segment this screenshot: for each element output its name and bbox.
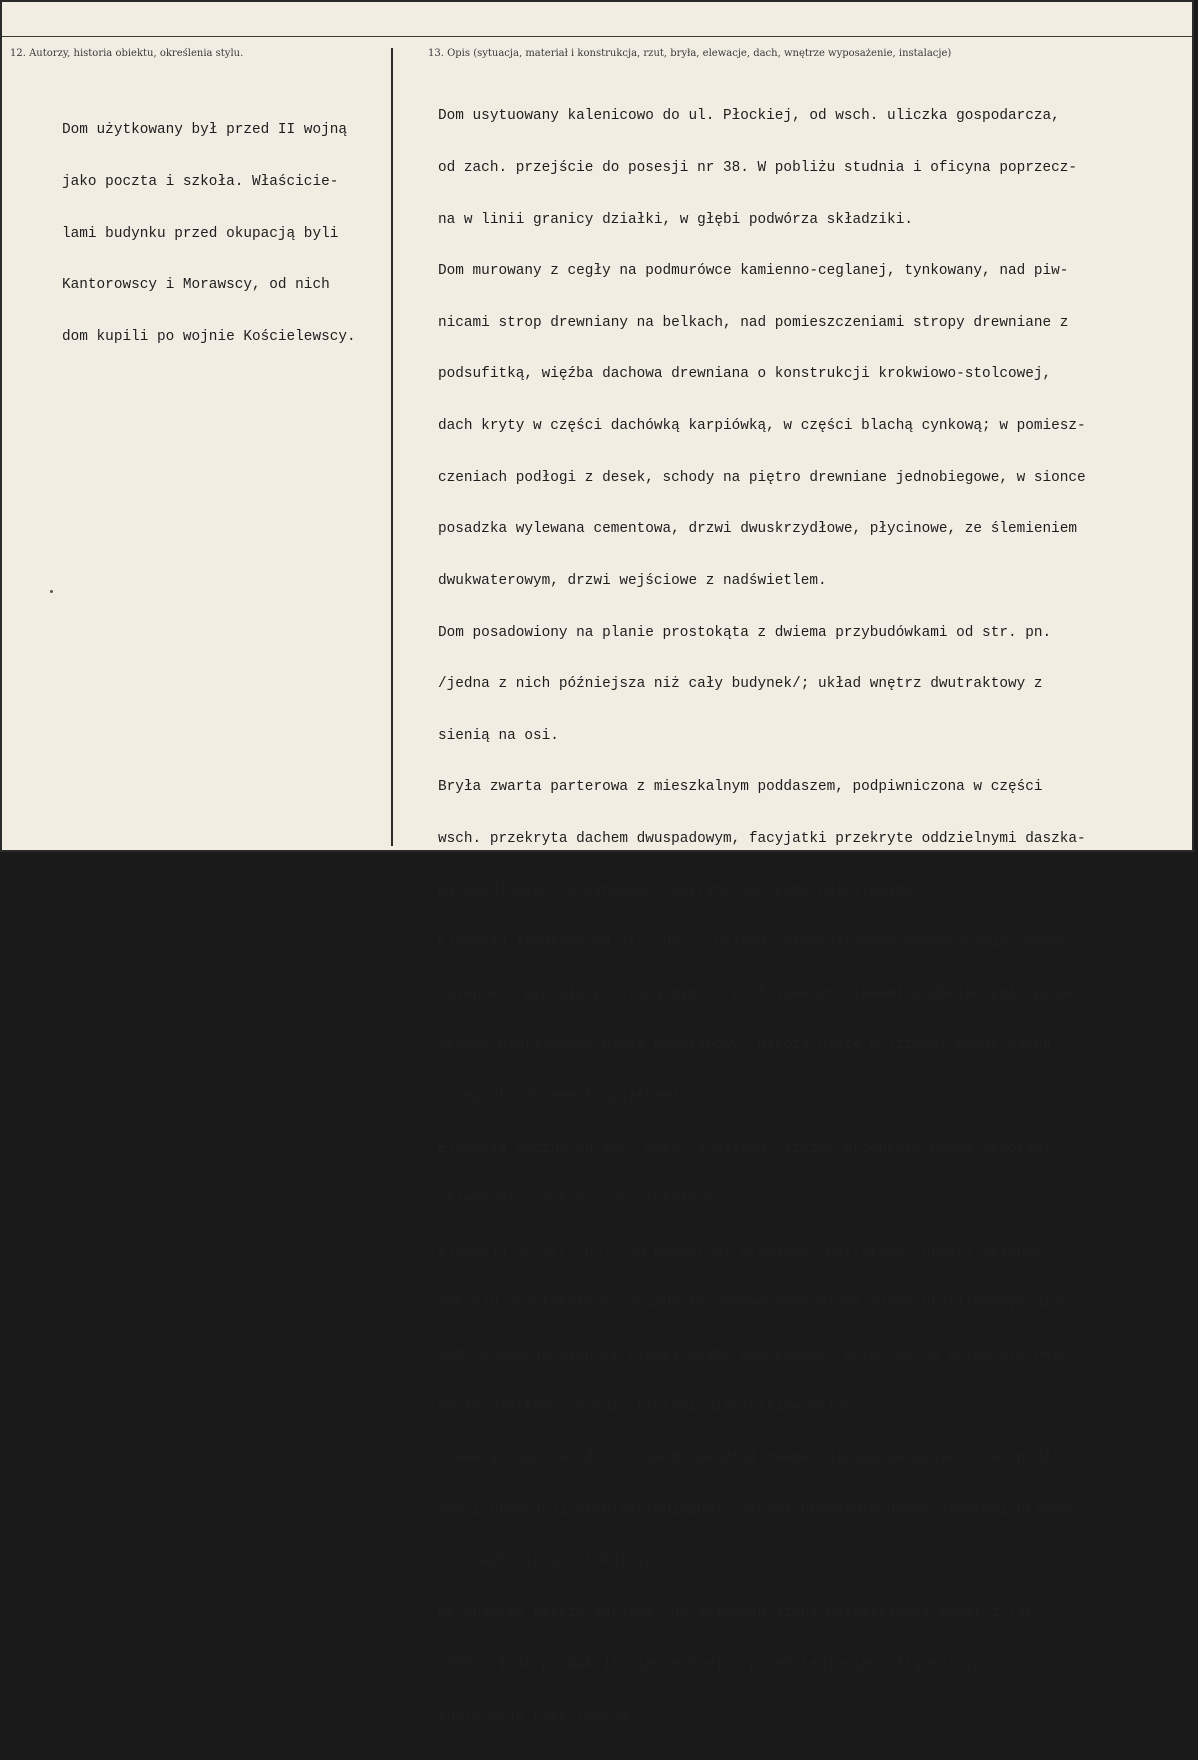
description-text bbox=[438, 74, 1086, 1760]
text-line: mi siodłowymi, przybudówki nakryte daszkami pulpitowymi. bbox=[438, 882, 922, 899]
text-line: lami budynku przed okupacją byli bbox=[62, 225, 339, 242]
text-line: dach kryty w części dachówką karpiówką, w części blachą cynkową; w pomiesz- bbox=[438, 418, 1086, 435]
text-line: 1939 - 1945 produkcji niemieckiej z przedstawieniami figuralnymi. bbox=[438, 1656, 1000, 1673]
paper-speck bbox=[50, 590, 53, 593]
text-line: wykroju prostokątnym, ściana kolankowa oddzielona słabo profilowanym gzym- bbox=[438, 1295, 1078, 1312]
text-line: /jedna z nich późniejsza niż cały budynek/; układ wnętrz dwutraktowy z bbox=[438, 676, 1043, 693]
text-line: ma facyjatkami, między którymi niewielkiświetlik. bbox=[438, 1398, 862, 1415]
text-line: Elewacja boczna od str. zach. ukształtowana całkowicie płasko, bez podzia- bbox=[438, 1450, 1078, 1467]
text-line: We wnętrzu piecie kaflowe, na ścianach sieni pozostałości tapet z lat bbox=[438, 1605, 1034, 1622]
text-line: sem, elewację wieńczy płaski gzyms podokapowy; połać dachu przepruta dwie- bbox=[438, 1347, 1078, 1364]
text-line: Dom posadowiony na planie prostokąta z dwiema przybudówkami od str. pn. bbox=[438, 624, 1052, 641]
section-12-header: 12. Autorzy, historia obiektu, określenia stylu. bbox=[10, 48, 244, 59]
text-line: Bryła zwarta parterowa z mieszkalnym poddaszem, podpiwniczona w części bbox=[438, 779, 1043, 796]
text-line: jako poczta i szkoła. Właścicie- bbox=[62, 174, 339, 191]
text-line: na w linii granicy działki, w głębi podwórza składziki. bbox=[438, 211, 913, 228]
text-line: Elewacja frontowa od str. pd. 7-osiowa, ukształtowana symetrycznie, otwory bbox=[438, 934, 1078, 951]
text-line: Dom usytuowany kalenicowo do ul. Płockiej, od wsch. uliczka gospodarcza, bbox=[438, 108, 1060, 125]
text-line: okienne o wykroju prostokątnym, z profilowanymi ławami podokiennymi, ponad bbox=[438, 985, 1078, 1002]
history-text bbox=[62, 88, 356, 380]
text-line: nicami strop drewniany na belkach, nad pomieszczeniami stropy drewniane z bbox=[438, 314, 1069, 331]
text-line: oknami profilowany gzyms podokapowy; naroża ujęte w lizeny; połać dachu bbox=[438, 1037, 1052, 1054]
text-line: Kantorowscy i Morawscy, od nich bbox=[62, 277, 330, 294]
text-line: przepruta dwiema facyjatkami. bbox=[438, 1088, 689, 1105]
text-line: Dom murowany z cegły na podmurówce kamienno-ceglanej, tynkowany, nad piw- bbox=[438, 263, 1069, 280]
column-divider bbox=[391, 48, 393, 846]
text-line: sienią na osi. bbox=[438, 727, 559, 744]
text-line: dwukwaterowym, drzwi wejściowe z nadświetlem. bbox=[438, 572, 827, 589]
top-rule bbox=[2, 36, 1192, 37]
text-line: mi o wykroju prostokątnym. bbox=[438, 1553, 663, 1570]
text-line: okiennymi o wykroju prostokątnym. bbox=[438, 1192, 723, 1209]
text-line: podsufitką, więźba dachowa drewniana o konstrukcji krokwiowo-stolcowej, bbox=[438, 366, 1052, 383]
section-13-header: 13. Opis (sytuacja, materiał i konstrukcja, rzut, bryła, elewacje, dach, wnętrze wyposażenie, instalacje) bbox=[428, 48, 952, 59]
text-line: dom kupili po wojnie Kościelewscy. bbox=[62, 328, 356, 345]
text-line: Elewacja boczna od str. wsch. 1-osiowa, szczyt przepruty dwoma otworami bbox=[438, 1140, 1052, 1157]
text-line: czeniach podłogi z desek, schody na piętro drewniane jednobiegowe, w sionce bbox=[438, 469, 1086, 486]
text-line: łów i dekoracji architektonicznej; szczyt przepruty dwoma otworami okienny- bbox=[438, 1501, 1086, 1518]
text-line: Elewacja od str. pn. /od podwórza/ 8-osiowa, parterowa, otwory okienne o bbox=[438, 1243, 1060, 1260]
text-line: wsch. przekryta dachem dwuspadowym, facyjatki przekryte oddzielnymi daszka- bbox=[438, 830, 1086, 847]
text-line: posadzka wylewana cementowa, drzwi dwuskrzydłowe, płycinowe, ze ślemieniem bbox=[438, 521, 1078, 538]
text-line: od zach. przejście do posesji nr 38. W pobliżu studnia i oficyna poprzecz- bbox=[438, 160, 1078, 177]
text-line: Dom użytkowany był przed II wojną bbox=[62, 122, 347, 139]
text-line: Instalacja elektryczna. bbox=[438, 1708, 637, 1725]
